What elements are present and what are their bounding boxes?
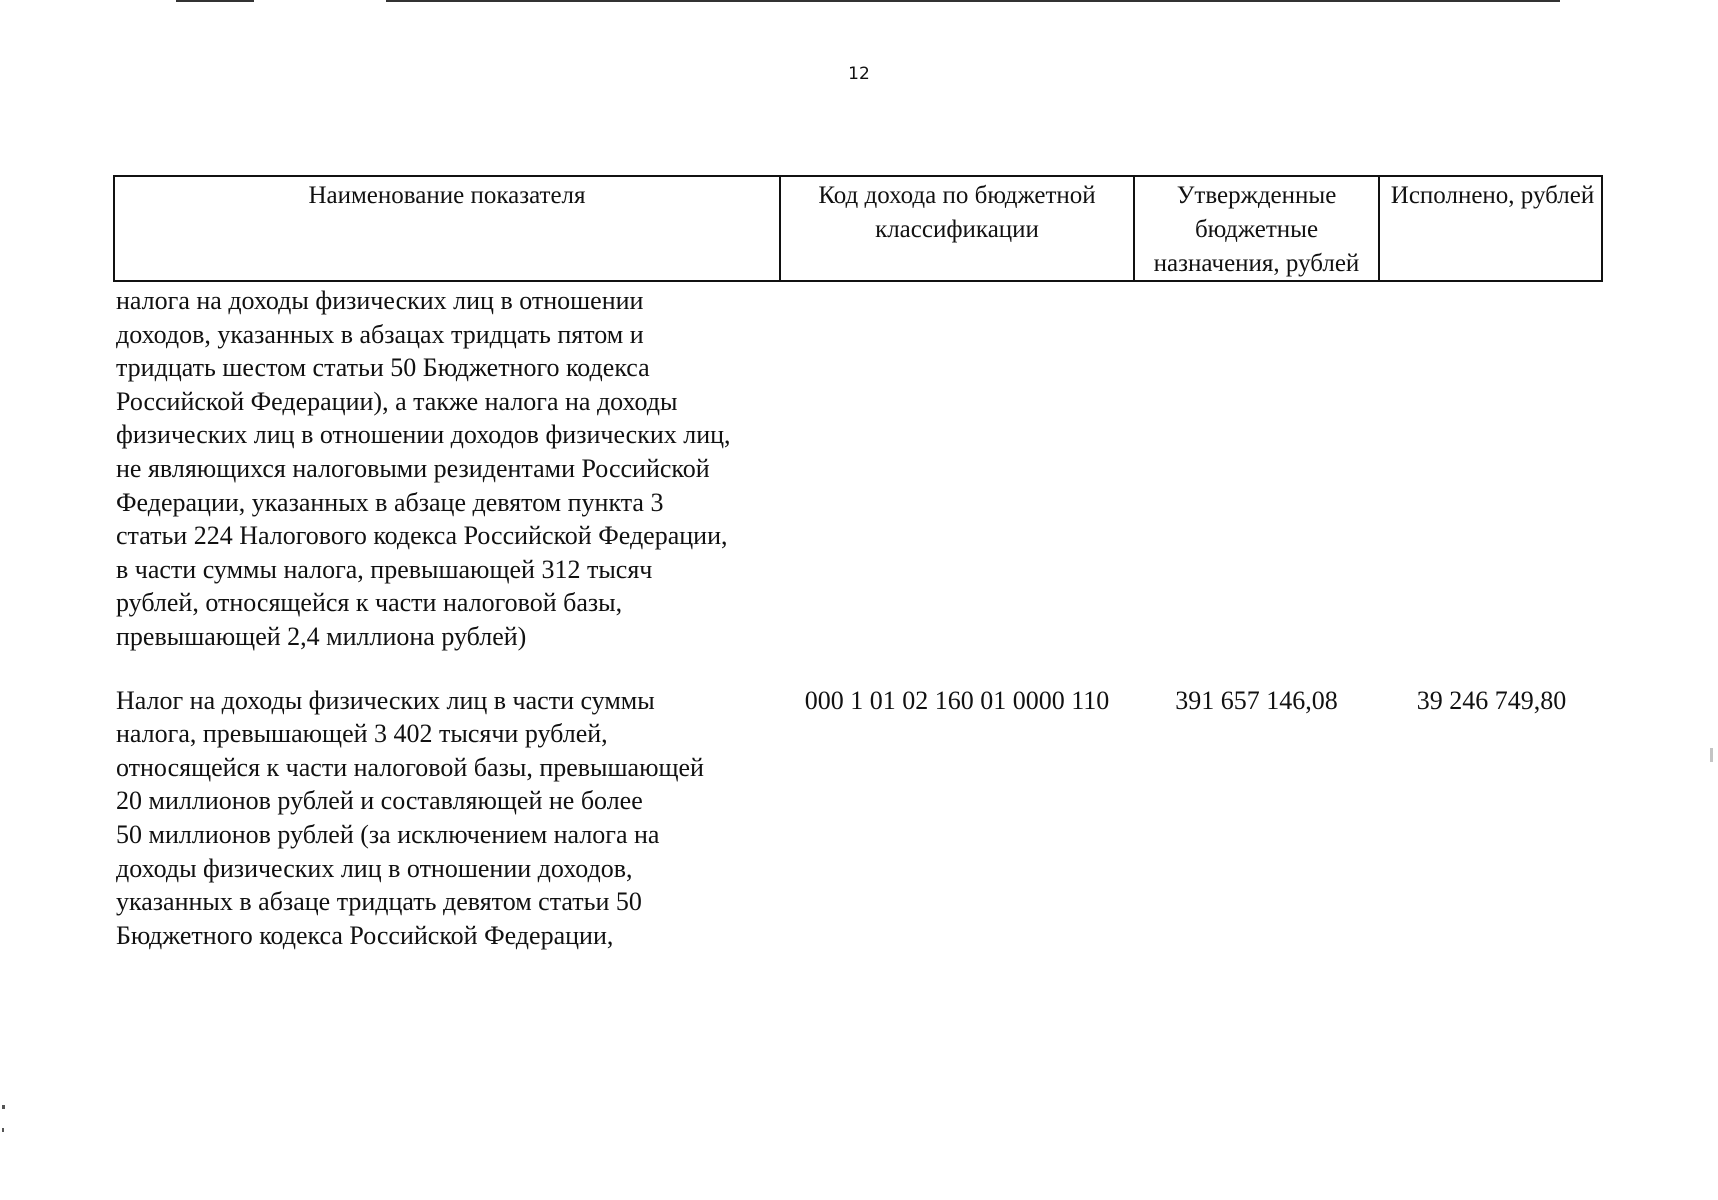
table-row [116,284,1606,654]
scan-speck [2,1128,4,1132]
scan-edge-line [176,0,254,2]
indicator-name-cell: Налог на доходы физических лиц в части суммы налога, превышающей 3 402 тысячи рублей, относящейся к части налоговой базы, превышающей 20 миллионов рублей и составляющей не более 50 миллионов рублей (за исключением налога на доходы физических лиц в отношении доходов, указанных в абзаце тридцать девятом статьи 50 Бюджетного кодекса Российской Федерации, [116,685,704,950]
income-code-cell [780,284,1134,654]
header-income-code: Код дохода по бюджетной классификации [781,177,1135,281]
page-number: 12 [848,64,870,84]
scan-edge-line [386,0,1560,2]
approved-amount-cell: 391 657 146,08 [1175,685,1338,715]
indicator-name-cell: налога на доходы физических лиц в отношении доходов, указанных в абзацах тридцать пятом и тридцать шестом статьи 50 Бюджетного кодекса Российской Федерации), а также налога на доходы физических лиц в отношении доходов физических лиц, не являющихся налоговыми резидентами Российской Федерации, указанных в абзаце девятом пункта 3 статьи 224 Налогового кодекса Российской Федерации, в части суммы налога, превышающей 312 тысяч рублей, относящейся к части налоговой базы, превышающей 2,4 миллиона рублей) [116,286,731,651]
executed-amount-cell [1379,284,1604,654]
header-indicator-name: Наименование показателя [115,177,781,281]
header-approved-budget: Утвержденные бюджетные назначения, рублей [1135,177,1380,281]
header-executed: Исполнено, рублей [1390,182,1595,209]
table-body [116,284,1606,952]
table-row [116,684,1606,953]
scan-speck [1710,748,1713,762]
table-header [113,175,1603,282]
approved-amount-cell [1134,284,1379,654]
scan-speck [2,1105,5,1109]
executed-amount-cell: 39 246 749,80 [1416,685,1567,715]
income-code-cell: 000 1 01 02 160 01 0000 110 [804,685,1110,715]
